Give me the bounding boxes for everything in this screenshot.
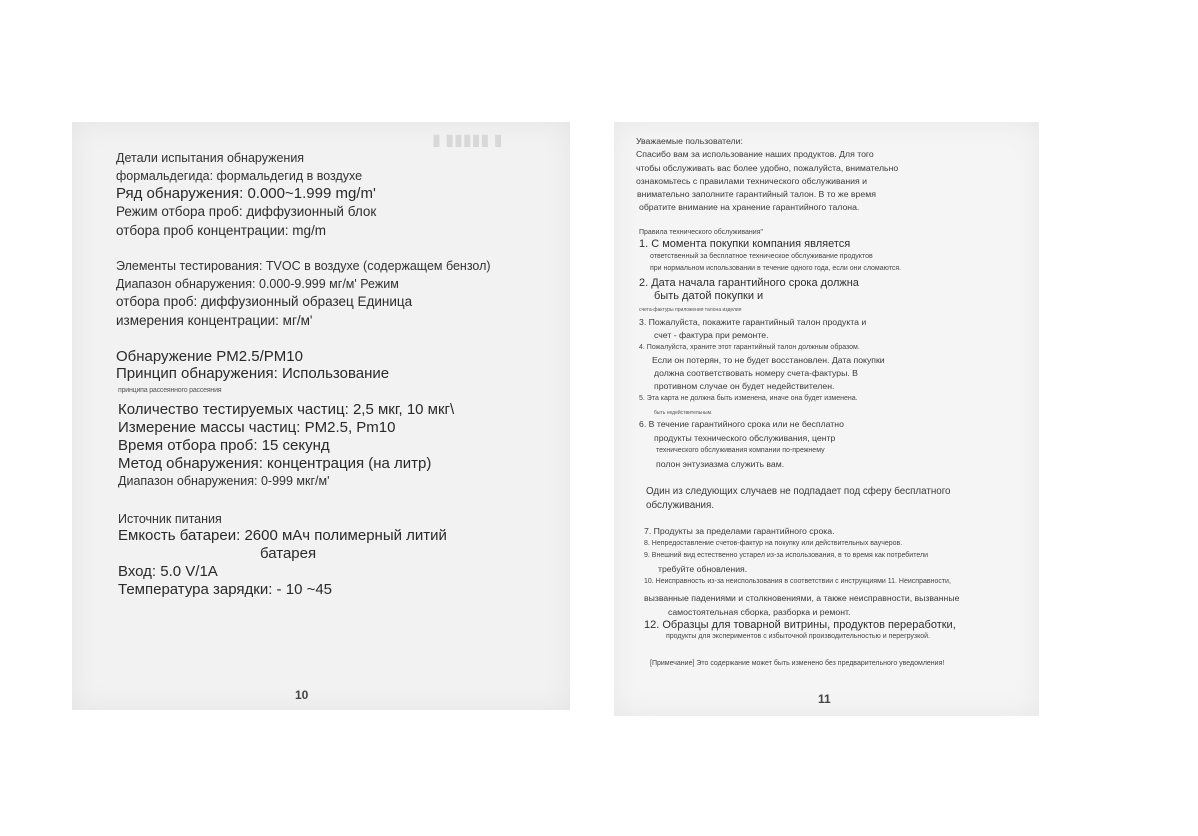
bleed-through-shadow: ▮ ▮▮▮▮▮ ▮	[432, 132, 503, 149]
text-line: противном случае он будет недействителен.	[654, 381, 835, 391]
text-line: отбора проб: диффузионный образец Единица	[116, 294, 413, 309]
text-line: 1. С момента покупки компания является	[639, 238, 851, 250]
text-line: Правила технического обслуживания"	[639, 229, 763, 236]
text-line: 8. Непредоставление счетов-фактур на покупку или действительных ваучеров.	[644, 540, 903, 547]
text-line: Обнаружение PM2.5/PM10	[116, 348, 303, 365]
text-line: [Примечание] Это содержание может быть изменено без предварительного уведомления!	[650, 660, 945, 667]
text-line: Если он потерян, то не будет восстановлен. Дата покупки	[652, 355, 885, 365]
text-line: Диапазон обнаружения: 0-999 мкг/м'	[118, 474, 330, 488]
text-line: счет - фактура при ремонте.	[654, 330, 769, 340]
text-line: 3. Пожалуйста, покажите гарантийный талон продукта и	[639, 317, 867, 327]
text-line: быть датой покупки и	[654, 290, 764, 302]
text-line: отбора проб концентрации: mg/m	[116, 223, 327, 238]
text-line: Принцип обнаружения: Использование	[116, 365, 390, 382]
text-line: принципа рассеянного рассеяния	[118, 387, 222, 394]
text-line: 6. В течение гарантийного срока или не бесплатно	[639, 419, 844, 429]
text-line: формальдегида: формальдегид в воздухе	[116, 169, 363, 183]
text-line: требуйте обновления.	[658, 564, 748, 574]
text-line: счета-фактуры приложения талона изделия	[639, 307, 742, 313]
text-line: Измерение массы частиц: PM2.5, Pm10	[118, 419, 396, 436]
text-line: Температура зарядки: - 10 ~45	[118, 581, 333, 598]
page-number: 10	[295, 688, 309, 702]
text-line: Количество тестируемых частиц: 2,5 мкг, 10 мкг\	[118, 401, 455, 418]
text-line: при нормальном использовании в течение одного года, если они сломаются.	[650, 265, 902, 272]
text-line: Вход: 5.0 V/1A	[118, 563, 218, 580]
text-line: чтобы обслуживать вас более удобно, пожалуйста, внимательно	[636, 163, 899, 173]
text-line: 4. Пожалуйста, храните этот гарантийный талон должным образом.	[639, 344, 860, 351]
right-page	[614, 122, 1039, 716]
text-line: технического обслуживания компании по-прежнему	[656, 447, 825, 454]
text-line: ответственный за бесплатное техническое обслуживание продуктов	[650, 253, 873, 260]
text-line: 2. Дата начала гарантийного срока должна	[639, 277, 859, 289]
text-line: обратите внимание на хранение гарантийного талона.	[639, 202, 860, 212]
text-line: 12. Образцы для товарной витрины, продуктов переработки,	[644, 619, 956, 631]
text-line: 7. Продукты за пределами гарантийного срока.	[644, 526, 835, 536]
text-line: 9. Внешний вид естественно устарел из-за использования, в то время как потребители	[644, 552, 928, 559]
page-number: 11	[818, 692, 831, 706]
text-line: внимательно заполните гарантийный талон. В то же время	[637, 189, 876, 199]
text-line: Время отбора проб: 15 секунд	[118, 437, 330, 454]
text-line: продукты технического обслуживания, центр	[654, 433, 836, 443]
text-line: Уважаемые пользователи:	[636, 136, 743, 146]
text-line: Емкость батареи: 2600 мАч полимерный литий	[118, 527, 447, 544]
text-line: быть недействительным.	[654, 410, 713, 416]
text-line: ознакомьтесь с правилами технического обслуживания и	[636, 176, 867, 186]
text-line: полон энтузиазма служить вам.	[656, 459, 785, 469]
text-line: обслуживания.	[646, 500, 715, 511]
text-line: Метод обнаружения: концентрация (на литр)	[118, 455, 432, 472]
text-line: 10. Неисправность из-за неиспользования в соответствии с инструкциями 11. Неисправности,	[644, 578, 951, 585]
left-page	[72, 122, 570, 710]
text-line: Режим отбора проб: диффузионный блок	[116, 204, 377, 219]
text-line: самостоятельная сборка, разборка и ремонт.	[668, 607, 851, 617]
text-line: Один из следующих случаев не подпадает под сферу бесплатного	[646, 486, 951, 497]
text-line: Спасибо вам за использование наших продуктов. Для того	[636, 149, 874, 159]
text-line: вызванные падениями и столкновениями, а также неисправности, вызванные	[644, 593, 960, 603]
text-line: Диапазон обнаружения: 0.000-9.999 мг/м' Режим	[116, 277, 399, 291]
text-line: Элементы тестирования: TVOC в воздухе (содержащем бензол)	[116, 259, 491, 273]
text-line: батарея	[260, 545, 317, 562]
text-line: должна соответствовать номеру счета-фактуры. В	[654, 368, 858, 378]
text-line: Детали испытания обнаружения	[116, 151, 305, 165]
text-line: измерения концентрации: мг/м'	[116, 313, 313, 328]
text-line: 5. Эта карта не должна быть изменена, иначе она будет изменена.	[639, 395, 858, 402]
text-line: продукты для экспериментов с избыточной производительностью и перегрузкой.	[666, 633, 931, 640]
text-line: Ряд обнаружения: 0.000~1.999 mg/m'	[116, 185, 376, 202]
text-line: Источник питания	[118, 512, 222, 526]
